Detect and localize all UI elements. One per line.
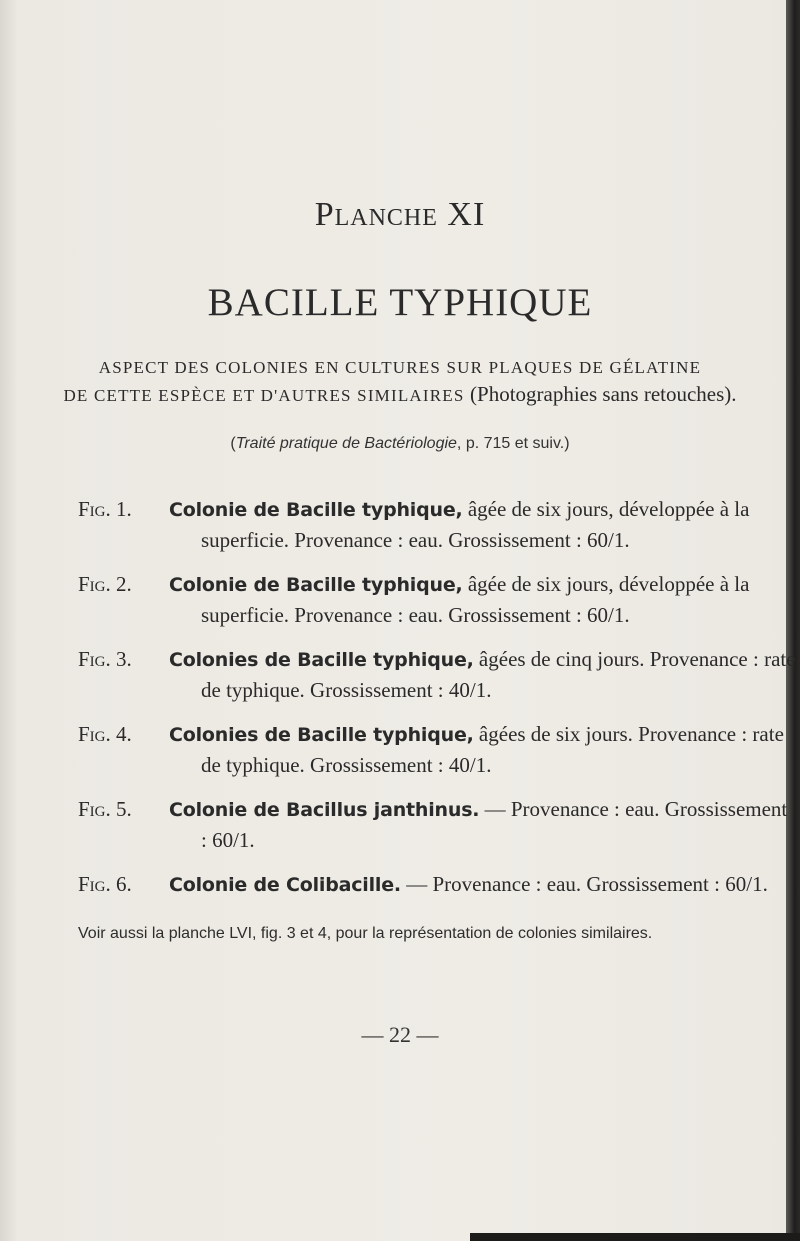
figure-number: 5. bbox=[116, 797, 132, 821]
reference-pages: , p. 715 et suiv.) bbox=[456, 435, 570, 452]
figure-text: âgées de six jours. Provenance : rate de typhique. Grossissement : 40/1. bbox=[201, 722, 784, 777]
reference-open: ( bbox=[230, 435, 236, 452]
subtitle-line-2 bbox=[0, 382, 800, 407]
figure-text: — Provenance : eau. Grossissement : 60/1. bbox=[201, 797, 788, 852]
subtitle-line-1-text: ASPECT DES COLONIES EN CULTURES SUR PLAQUES DE GÉLATINE bbox=[98, 358, 702, 377]
figure-body bbox=[169, 569, 798, 630]
subtitle-line-1 bbox=[0, 358, 800, 378]
figure-body bbox=[169, 494, 798, 555]
subtitle-line-2-normal: (Photographies sans retouches). bbox=[470, 382, 737, 406]
figure-caption bbox=[78, 869, 798, 900]
figure-text: âgée de six jours, développée à la superficie. Provenance : eau. Grossissement : 60/1. bbox=[201, 572, 750, 627]
figure-label: Fig. bbox=[78, 722, 111, 746]
figure-caption bbox=[78, 719, 798, 780]
figure-text: âgées de cinq jours. Provenance : rate de typhique. Grossissement : 40/1. bbox=[201, 647, 796, 702]
main-title: BACILLE TYPHIQUE bbox=[207, 281, 593, 324]
figure-prefix bbox=[78, 569, 166, 599]
figure-caption bbox=[78, 569, 798, 630]
figure-number: 6. bbox=[116, 872, 132, 896]
bottom-edge-rule bbox=[470, 1233, 800, 1241]
figure-name: Colonie de Colibacille. bbox=[169, 874, 401, 896]
figure-body bbox=[169, 719, 798, 780]
figure-captions bbox=[78, 494, 798, 914]
figure-name: Colonie de Bacille typhique, bbox=[169, 499, 463, 521]
figure-label: Fig. bbox=[78, 647, 111, 671]
figure-label: Fig. bbox=[78, 872, 111, 896]
figure-name: Colonies de Bacille typhique, bbox=[169, 724, 474, 746]
figure-number: 1. bbox=[116, 497, 132, 521]
figure-label: Fig. bbox=[78, 497, 111, 521]
figure-body bbox=[169, 644, 798, 705]
figure-body bbox=[169, 794, 798, 855]
figure-name: Colonie de Bacille typhique, bbox=[169, 574, 463, 596]
figure-prefix bbox=[78, 794, 166, 824]
figure-caption bbox=[78, 644, 798, 705]
figure-number: 4. bbox=[116, 722, 132, 746]
figure-text: — Provenance : eau. Grossissement : 60/1. bbox=[400, 872, 768, 896]
figure-name: Colonie de Bacillus janthinus. bbox=[169, 799, 480, 821]
figure-number: 2. bbox=[116, 572, 132, 596]
figure-number: 3. bbox=[116, 647, 132, 671]
figure-prefix bbox=[78, 719, 166, 749]
figure-text: âgée de six jours, développée à la superficie. Provenance : eau. Grossissement : 60/1. bbox=[201, 497, 750, 552]
reference-book-title: Traité pratique de Bactériologie bbox=[235, 435, 457, 452]
figure-caption bbox=[78, 794, 798, 855]
plate-title: Planche XI bbox=[314, 196, 486, 233]
figure-prefix bbox=[78, 494, 166, 524]
figure-prefix bbox=[78, 644, 166, 674]
figure-name: Colonies de Bacille typhique, bbox=[169, 649, 474, 671]
figure-label: Fig. bbox=[78, 797, 111, 821]
page-number: — 22 — bbox=[361, 1022, 439, 1047]
figure-body bbox=[169, 869, 798, 900]
subtitle-line-2-caps: DE CETTE ESPÈCE ET D'AUTRES SIMILAIRES bbox=[63, 386, 465, 405]
see-also-note: Voir aussi la planche LVI, fig. 3 et 4, pour la représentation de colonies similaires. bbox=[78, 925, 653, 942]
reference-line bbox=[0, 435, 800, 453]
figure-label: Fig. bbox=[78, 572, 111, 596]
figure-caption bbox=[78, 494, 798, 555]
figure-prefix bbox=[78, 869, 166, 899]
